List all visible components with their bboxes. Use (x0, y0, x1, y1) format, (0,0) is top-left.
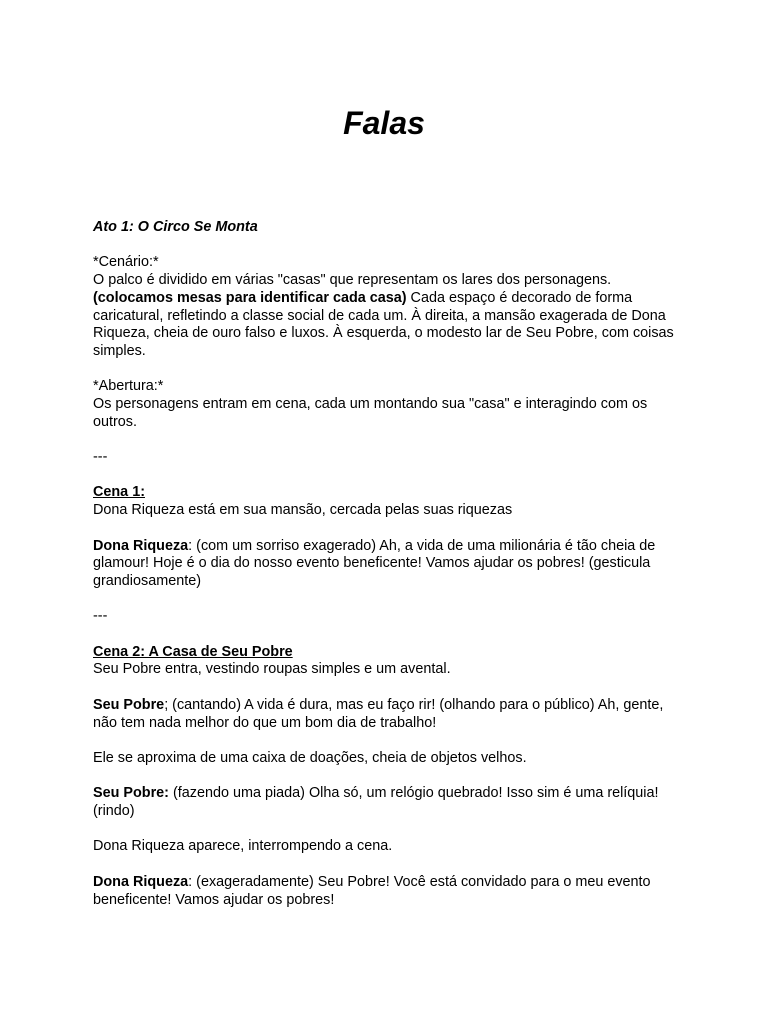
blank-line (93, 856, 683, 874)
cena2-speech (93, 874, 683, 892)
blank-line (93, 431, 683, 449)
blank-line (93, 591, 683, 609)
blank-line (93, 732, 683, 750)
speaker-name: Seu Pobre (93, 696, 165, 713)
blank-line (93, 679, 683, 697)
abertura-line: Os personagens entram em cena, cada um montando sua "casa" e interagindo com os (93, 396, 648, 412)
abertura-label: *Abertura:* (93, 378, 164, 395)
cena2-heading: Cena 2: A Casa de Seu Pobre (93, 643, 293, 660)
speaker-name: Seu Pobre: (93, 785, 169, 802)
act-heading: Ato 1: O Circo Se Monta (93, 219, 258, 235)
cenario-bold-note: (colocamos mesas para identificar cada casa) (93, 289, 407, 306)
stage-direction: Ele se aproxima de uma caixa de doações, cheia de objetos velhos. (93, 749, 527, 766)
speech-text: : (exageradamente) Seu Pobre! Você está convidado para o meu evento (188, 873, 651, 890)
separator: --- (93, 449, 108, 466)
page-title: Falas (343, 105, 425, 141)
cenario-line-rest: Cada espaço é decorado de forma (406, 289, 633, 306)
cenario-line: Riqueza, cheia de ouro falso e luxos. À esquerda, o modesto lar de Seu Pobre, com coisas (93, 325, 674, 342)
blank-line (93, 520, 683, 538)
speech-line: glamour! Hoje é o dia do nosso evento beneficente! Vamos ajudar os pobres! (gesticula (93, 555, 651, 572)
speech-text: ; (cantando) A vida é dura, mas eu faço rir! (olhando para o público) Ah, gente, (164, 696, 664, 713)
cenario-line: simples. (93, 342, 146, 359)
blank-line (93, 768, 683, 786)
speech-line: (rindo) (93, 803, 135, 820)
separator: --- (93, 608, 108, 625)
cena2-speech (93, 697, 683, 715)
speaker-name: Dona Riqueza (93, 537, 189, 554)
blank-line (93, 467, 683, 485)
stage-direction: Dona Riqueza aparece, interrompendo a cena. (93, 838, 393, 855)
speech-text: : (com um sorriso exagerado) Ah, a vida de uma milionária é tão cheia de (188, 537, 656, 554)
cenario-label: *Cenário:* (93, 254, 159, 271)
cena1-heading: Cena 1: (93, 484, 145, 501)
blank-line (93, 237, 683, 255)
cena1-speech (93, 538, 683, 556)
cena1-description: Dona Riqueza está em sua mansão, cercada pelas suas riquezas (93, 502, 513, 519)
speech-line: não tem nada melhor do que um bom dia de trabalho! (93, 714, 437, 731)
speech-text: (fazendo uma piada) Olha só, um relógio quebrado! Isso sim é uma relíquia! (168, 785, 659, 802)
cena2-speech (93, 785, 683, 803)
speaker-name: Dona Riqueza (93, 873, 189, 890)
script-body (93, 219, 683, 909)
speech-line: grandiosamente) (93, 572, 201, 589)
blank-line (93, 821, 683, 839)
blank-line (93, 361, 683, 379)
cenario-line (93, 290, 683, 308)
cenario-line: O palco é dividido em várias "casas" que representam os lares dos personagens. (93, 272, 612, 289)
cenario-line: caricatural, refletindo a classe social de cada um. À direita, a mansão exagerada de Dona (93, 307, 666, 324)
cena2-description: Seu Pobre entra, vestindo roupas simples e um avental. (93, 661, 451, 678)
blank-line (93, 626, 683, 644)
abertura-line: outros. (93, 413, 137, 430)
speech-line: beneficente! Vamos ajudar os pobres! (93, 891, 335, 908)
